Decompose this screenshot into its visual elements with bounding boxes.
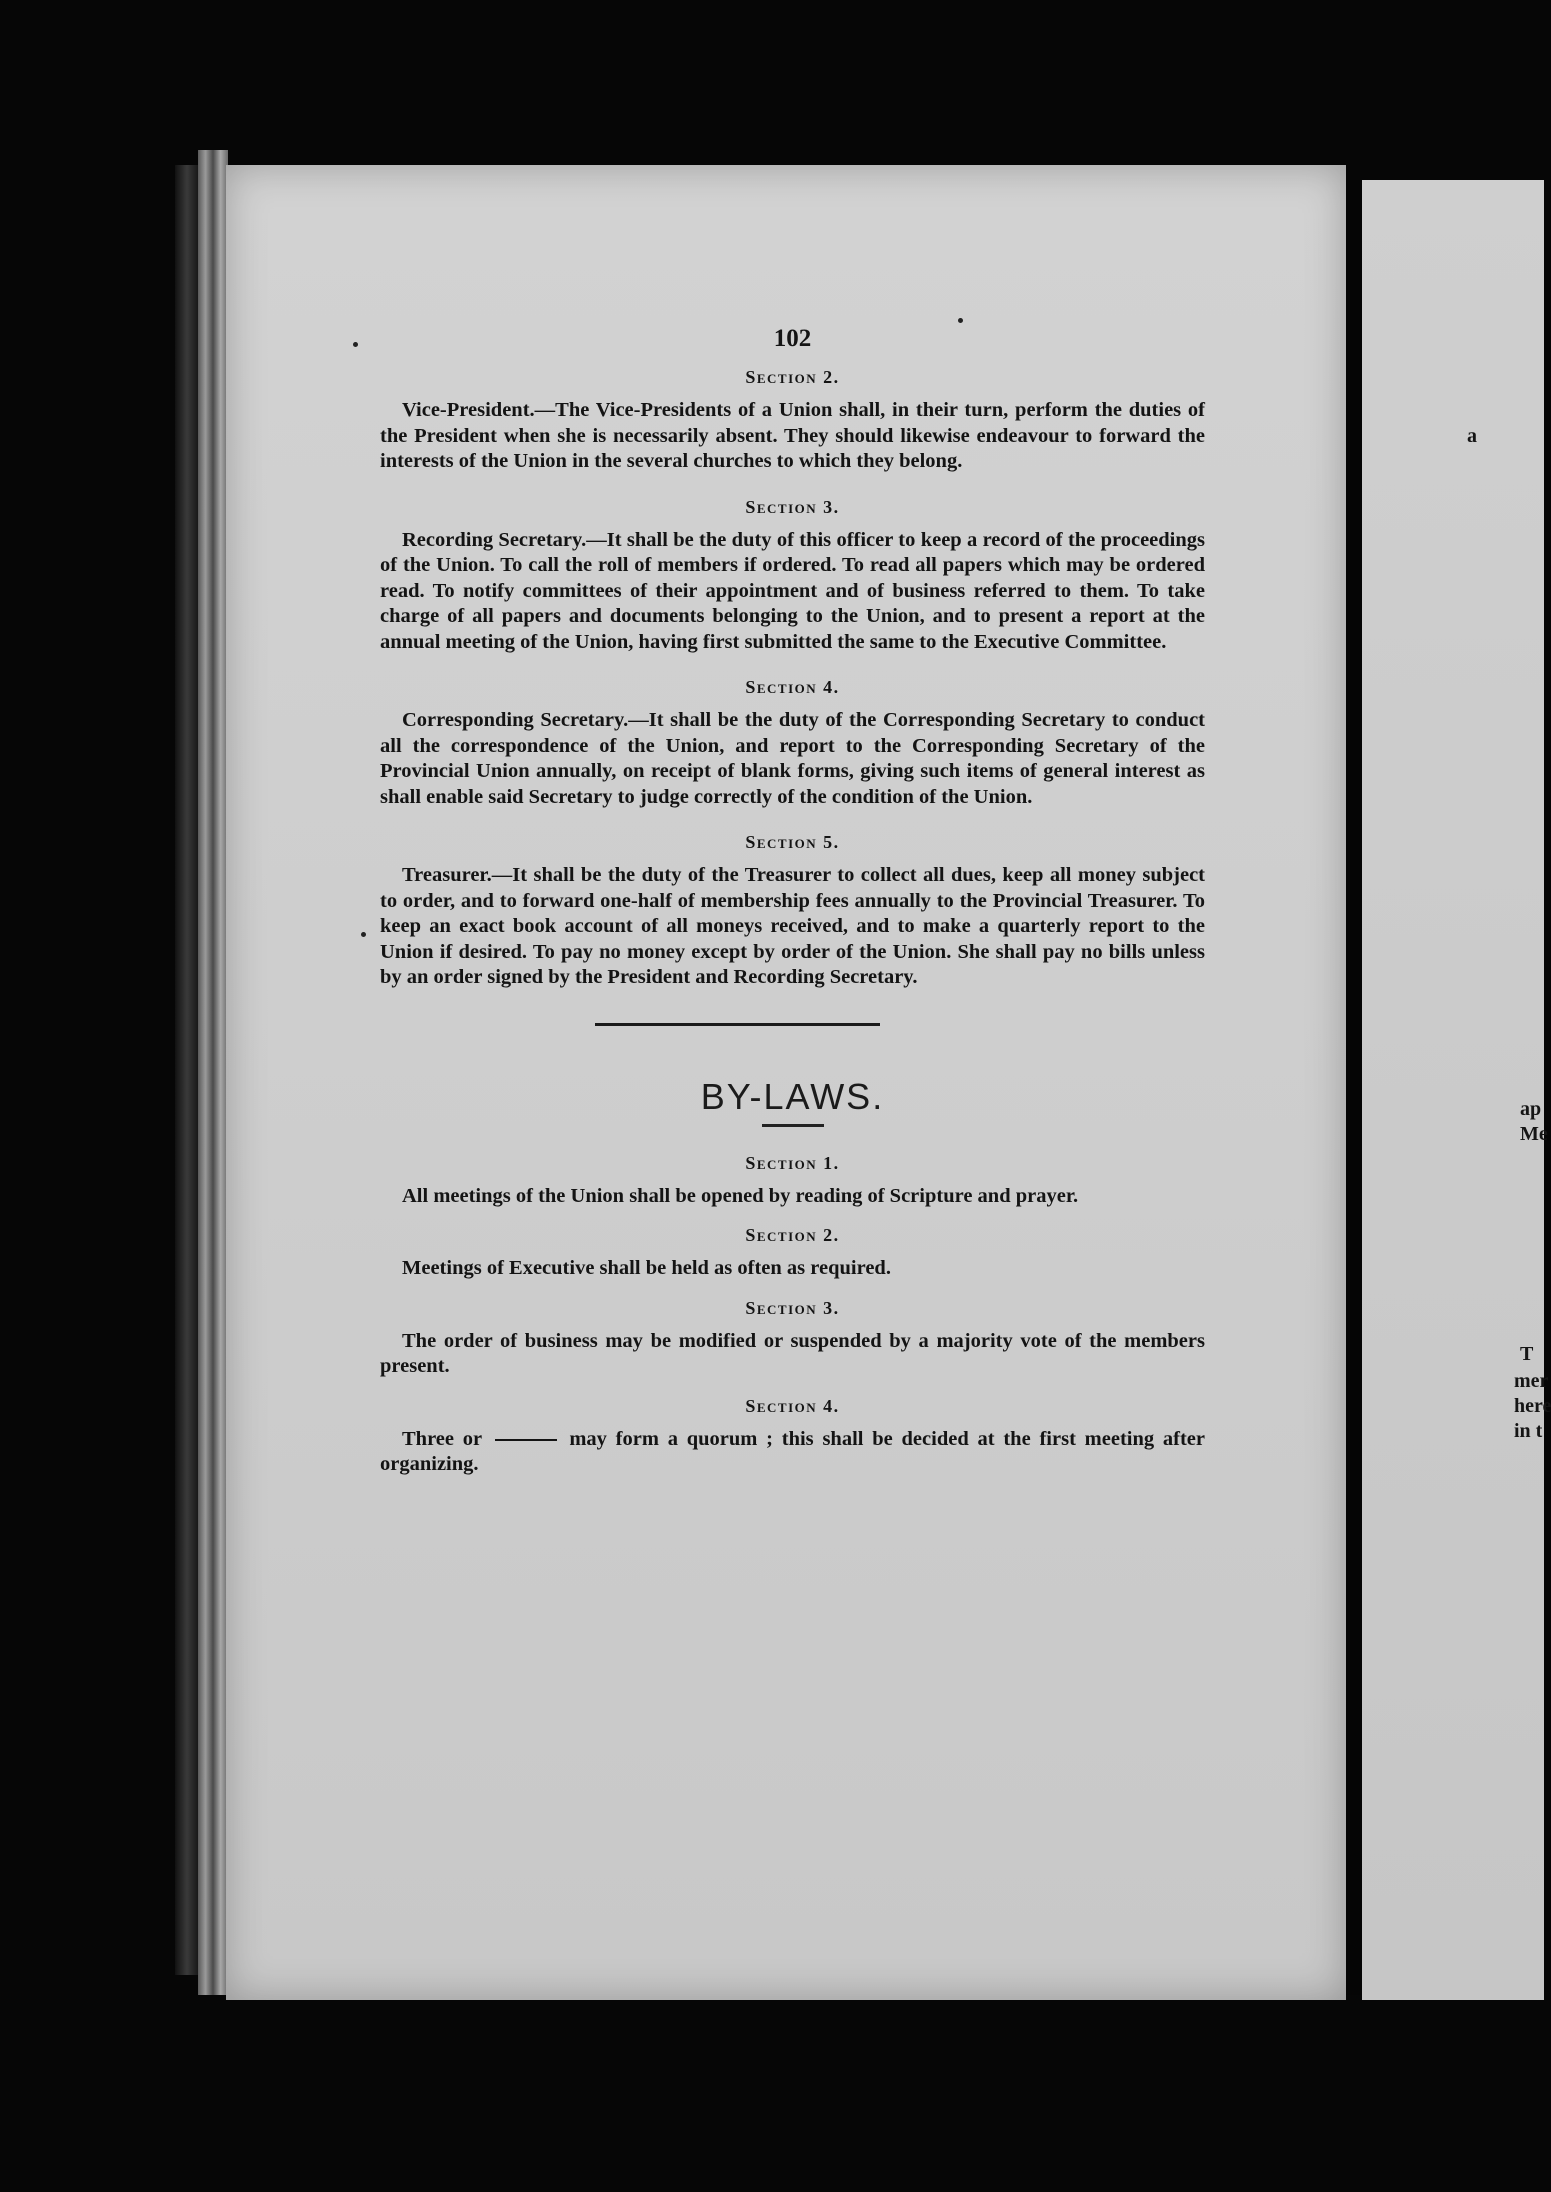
right-page-fragment: T [1520, 1343, 1534, 1365]
section-heading: Section 5. [745, 832, 840, 852]
right-page-fragment: Me [1520, 1123, 1548, 1145]
bylaw-text: Meetings of Executive shall be held as often as required. [402, 1257, 891, 1279]
right-page-fragment: ap [1520, 1098, 1542, 1120]
bylaw-heading: Section 4. [745, 1395, 840, 1416]
right-page-fragment: here [1514, 1395, 1551, 1417]
right-page-fragment: a [1467, 425, 1477, 447]
divider-block [380, 1013, 1205, 1026]
section-text: Corresponding Secretary.—It shall be the duty of the Corresponding Secretary to conduct all the correspondence of the Union, and report to the Corresponding Secretary of the Provincial Union annually, on receipt of blank forms, giving such items of general interest as shall enable said Secretary to judge correctly of the condition of the Union. [380, 709, 1205, 808]
section-heading: Section 3. [745, 496, 840, 517]
bylaw-block [380, 1298, 1205, 1380]
title-underline [762, 1124, 824, 1127]
section-heading: Section 4. [745, 677, 840, 697]
ink-speck [361, 932, 366, 937]
bylaw-block [380, 1153, 1205, 1210]
right-page-fragment: mer [1514, 1370, 1549, 1392]
right-page-edge [1362, 180, 1551, 2000]
section-heading: Section 2. [745, 367, 840, 387]
bylaw-block [380, 1225, 1205, 1282]
bylaw-heading: Section 2. [745, 1225, 840, 1245]
bylaw-heading: Section 1. [745, 1152, 840, 1173]
section-block [380, 677, 1205, 810]
bylaw-text: All meetings of the Union shall be opened by reading of Scripture and prayer. [402, 1184, 1079, 1207]
bylaw-heading: Section 3. [745, 1297, 840, 1318]
page-number: 102 [773, 325, 812, 352]
blank-line [495, 1439, 557, 1441]
ink-speck [353, 342, 358, 347]
ink-speck [958, 318, 963, 323]
bylaw-text-after-blank: may form a quorum ; this shall be decided at the first meeting after organizing. [380, 1427, 1206, 1475]
section-block [380, 497, 1205, 656]
bylaw-block [380, 1396, 1205, 1478]
book-edge-shadow [175, 165, 199, 1975]
bylaw-text: The order of business may be modified or suspended by a majority vote of the members present. [380, 1329, 1205, 1377]
section-divider [595, 1023, 880, 1026]
section-block [380, 367, 1205, 475]
page-gutter [1346, 180, 1362, 1995]
section-text: Recording Secretary.—It shall be the duty of this officer to keep a record of the proceedings of the Union. To call the roll of members if ordered. To read all papers which may be ordered read. To notify committees of their appointment and of business referred to them. To take charge of all papers and documents belonging to the Union, and to present a report at the annual meeting of the Union, having first submitted the same to the Executive Committee. [380, 528, 1205, 653]
bylaw-text [380, 1427, 1205, 1478]
bylaws-title: BY-LAWS. [700, 1075, 885, 1117]
page-content [380, 325, 1205, 1494]
section-block [380, 832, 1205, 991]
book-spine [198, 150, 228, 1995]
section-text: Treasurer.—It shall be the duty of the Treasurer to collect all dues, keep all money subject to order, and to forward one-half of membership fees annually to the Provincial Treasurer. To keep an exact book account of all moneys received, and to make a quarterly report to the Union if desired. To pay no money except by order of the Union. She shall pay no bills unless by an order signed by the President and Recording Secretary. [380, 864, 1205, 988]
bylaw-text-before-blank: Three or [402, 1427, 482, 1450]
right-page-fragment: in t [1514, 1420, 1543, 1442]
section-text: Vice-President.—The Vice-Presidents of a Union shall, in their turn, perform the duties of the President when she is necessarily absent. They should likewise endeavour to forward the interests of the Union in the several churches to which they belong. [380, 399, 1205, 472]
